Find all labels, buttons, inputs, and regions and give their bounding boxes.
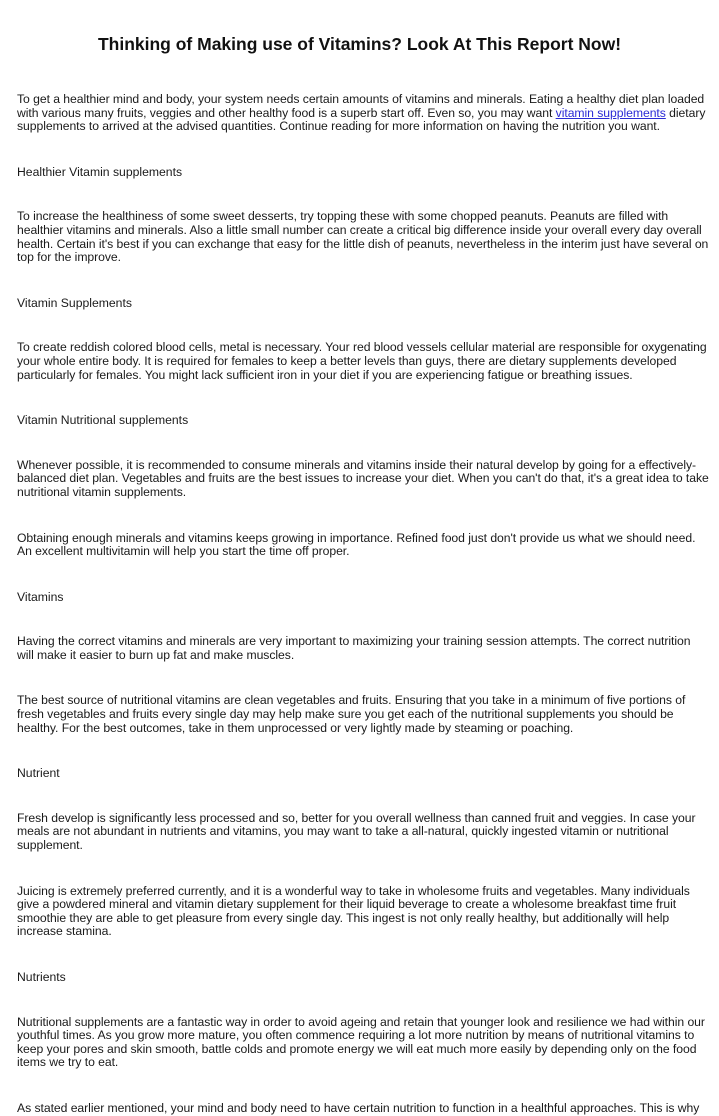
section-heading-vitamin-nutritional-supplements: Vitamin Nutritional supplements xyxy=(17,413,189,428)
paragraph: As stated earlier mentioned, your mind and body need to have certain nutrition to function in a healthful approaches. This is why xyxy=(17,1100,700,1115)
paragraph: The best source of nutritional vitamins are clean vegetables and fruits. Ensuring that you take in a minimum of five portions of fresh vegetables and fruits every single day may help make sure you get each of the nutritional supplements you should be healthy. For the best outcomes, take in them unprocessed or very lightly made by steaming or poaching. xyxy=(17,693,686,735)
section-heading-nutrients: Nutrients xyxy=(17,970,66,984)
intro-text-before-link: To get a healthier mind and body, your system needs certain amounts of vitamins and minerals. Eating a healthy diet plan loaded with various many fruits, veggies and other healthy food is a superb start off. Even so, you may want xyxy=(17,92,705,120)
section-heading-healthier-vitamin-supplements: Healthier Vitamin supplements xyxy=(17,164,183,179)
section-heading-vitamins: Vitamins xyxy=(17,589,64,604)
paragraph: Having the correct vitamins and minerals are very important to maximizing your training session attempts. The correct nutrition will make it easier to burn up fat and make muscles. xyxy=(17,634,691,662)
section-heading-vitamin-supplements: Vitamin Supplements xyxy=(17,295,132,310)
paragraph: Whenever possible, it is recommended to consume minerals and vitamins inside their natural develop by going for a effectively-balanced diet plan. Vegetables and fruits are the best issues to increase your diet. When you can't do that, it's a great idea to take nutritional vitamin supplements. xyxy=(17,457,709,499)
intro-paragraph xyxy=(17,93,709,134)
section-heading-nutrient: Nutrient xyxy=(17,766,60,781)
vitamin-supplements-link[interactable]: vitamin supplements xyxy=(555,105,666,120)
paragraph: Obtaining enough minerals and vitamins keeps growing in importance. Refined food just don't provide us what we should need. An excellent multivitamin will help you start the time off proper. xyxy=(17,530,696,559)
intro-text-after-link: dietary supplements to arrived at the advised quantities. Continue reading for more information on having the nutrition you want. xyxy=(17,105,706,134)
page-title: Thinking of Making use of Vitamins? Look At This Report Now! xyxy=(97,34,622,54)
paragraph: Juicing is extremely preferred currently, and it is a wonderful way to take in wholesome fruits and vegetables. Many individuals give a powdered mineral and vitamin dietary supplement for their liquid beverage to create a wholesome breakfast time fruit smoothie they are able to get pleasure from every single day. This ingest is not only really healthy, but additionally will help increase stamina. xyxy=(17,883,690,939)
document-body xyxy=(17,93,709,1116)
paragraph: To create reddish colored blood cells, metal is necessary. Your red blood vessels cellular material are responsible for oxygenating your whole entire body. It is required for females to keep a better levels than guys, there are dietary supplements developed particularly for females. You might lack sufficient iron in your diet if you are experiencing fatigue or breathing issues. xyxy=(17,340,707,382)
paragraph: To increase the healthiness of some sweet desserts, try topping these with some chopped peanuts. Peanuts are filled with healthier vitamins and minerals. Also a little small number can create a critical big difference inside your overall every day overall health. Certain it's best if you can exchange that easy for the little dish of peanuts, nevertheless in the interim just have several on top for the improve. xyxy=(17,209,709,265)
paragraph: Fresh develop is significantly less processed and so, better for you overall wellness than canned fruit and veggies. In case your meals are not abundant in nutrients and vitamins, you may want to take a all-natural, quickly ingested vitamin or nutritional supplement. xyxy=(17,810,696,853)
paragraph: Nutritional supplements are a fantastic way in order to avoid ageing and retain that younger look and resilience we had within our youthful times. As you grow more mature, you often commence requiring a lot more nutrition by means of nutritional vitamins to keep your pores and skin smooth, battle colds and promote energy we will eat much more easily by depending only on the food items we try to eat. xyxy=(17,1014,705,1070)
